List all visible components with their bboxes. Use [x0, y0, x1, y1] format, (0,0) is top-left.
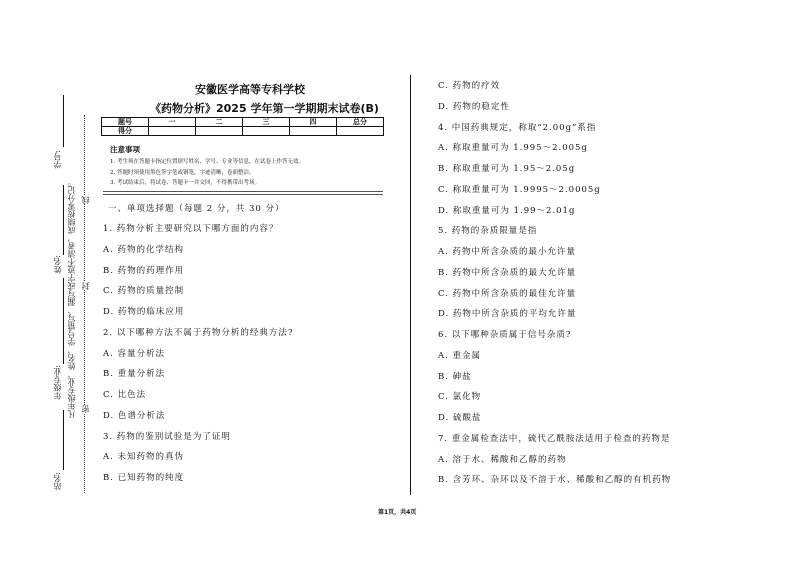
answer-option: B. 砷盐 [438, 371, 472, 382]
answer-option: B. 药物中所含杂质的最大允许量 [438, 267, 577, 278]
answer-option: A. 容量分析法 [103, 348, 166, 359]
score-cell[interactable] [337, 127, 384, 136]
score-header: 题号 [102, 118, 149, 127]
score-cell[interactable] [149, 127, 196, 136]
score-cell[interactable] [290, 127, 337, 136]
question-stem: 1. 药物分析主要研究以下哪方面的内容？ [103, 224, 279, 234]
column-divider [410, 75, 411, 495]
score-row-label: 得分 [102, 127, 149, 136]
answer-option: C. 称取重量可为 1.9995～2.0005g [438, 184, 601, 195]
field-underline [63, 410, 64, 470]
answer-option: C. 药物的质量控制 [103, 286, 185, 297]
answer-option: D. 药物的临床应用 [103, 307, 185, 317]
answer-option: D. 硫酸盐 [438, 413, 482, 423]
answer-option: B. 已知药物的纯度 [103, 473, 185, 483]
question-stem: 4. 中国药典规定，称取“2.00g”系指 [438, 122, 597, 133]
seal-char: 线 [81, 196, 90, 204]
answer-option: D. 药物中所含杂质的平均允许量 [438, 309, 577, 320]
right-column [438, 80, 671, 495]
field-underline [63, 185, 64, 255]
page-footer: 第1页，共4页 [378, 509, 417, 516]
answer-option: A. 药物的化学结构 [103, 244, 185, 255]
note-item: 3. 考试结束后，将试卷、答题卡一并交回，不得携带出考场。 [110, 180, 260, 186]
binding-warning: 凡年级专业、姓名、学号错写、漏写或字迹不清者，成绩按零分记。 [67, 178, 76, 418]
field-underline [63, 95, 64, 147]
score-table [101, 117, 384, 136]
answer-option: D. 称取重量可为 1.99～2.01g [438, 205, 576, 216]
field-label-student-id: 学号: [53, 150, 62, 169]
question-stem: 7. 重金属检查法中，硫代乙酰胺法适用于检查的药物是 [438, 433, 671, 444]
question-stem: 3. 药物的鉴别试验是为了证明 [103, 431, 231, 442]
answer-option: B. 称取重量可为 1.95～2.05g [438, 164, 576, 174]
answer-option: C. 药物中所含杂质的最佳允许量 [438, 288, 577, 299]
note-item: 1. 考生须在答题卡指定位置填写姓名、学号、专业等信息，在试卷上作答无效。 [110, 159, 304, 165]
left-column [103, 223, 293, 493]
field-label-name: 姓名: [53, 255, 62, 274]
score-cell[interactable] [243, 127, 290, 136]
answer-option: B. 重量分析法 [103, 369, 166, 380]
answer-option: D. 药物的稳定性 [438, 101, 510, 112]
field-label-major: 年级专业: [53, 365, 62, 400]
section-heading: 一、单项选择题（每题 2 分，共 30 分） [108, 204, 285, 214]
answer-option: C. 氯化物 [438, 392, 482, 403]
score-header: 总分 [337, 118, 384, 127]
seal-dotted-line [84, 115, 85, 493]
field-label-station: 站名: [53, 472, 62, 491]
answer-option: A. 未知药物的真伪 [103, 452, 185, 463]
exam-title: 《药物分析》2025 学年第一学期期末试卷(B) [150, 102, 379, 115]
score-header: 二 [196, 118, 243, 127]
answer-option: A. 溶于水、稀酸和乙醇的药物 [438, 454, 567, 465]
question-stem: 6. 以下哪种杂质属于信号杂质? [438, 330, 572, 340]
answer-option: B. 药物的药理作用 [103, 265, 185, 276]
answer-option: D. 色谱分析法 [103, 410, 166, 421]
notes-title: 注意事项 [110, 145, 140, 154]
score-header: 一 [149, 118, 196, 127]
answer-option: C. 比色法 [103, 390, 147, 400]
seal-char: 密 [81, 405, 90, 413]
note-item: 2. 答题时须使用黑色签字笔或钢笔，字迹清晰，卷面整洁。 [110, 170, 255, 176]
school-name: 安徽医学高等专科学校 [195, 83, 305, 96]
answer-option: A. 称取重量可为 1.995～2.005g [438, 143, 588, 154]
score-header: 四 [290, 118, 337, 127]
answer-option: A. 重金属 [438, 350, 482, 361]
answer-option: C. 药物的疗效 [438, 81, 501, 91]
question-stem: 2. 以下哪种方法不属于药物分析的经典方法? [103, 327, 294, 338]
double-divider [103, 191, 383, 195]
score-cell[interactable] [196, 127, 243, 136]
field-underline [63, 278, 64, 364]
answer-option: A. 药物中所含杂质的最小允许量 [438, 247, 577, 257]
score-header: 三 [243, 118, 290, 127]
answer-option: B. 含芳环、杂环以及不溶于水、稀酸和乙醇的有机药物 [438, 475, 672, 486]
question-stem: 5. 药物的杂质限量是指 [438, 226, 538, 237]
seal-char: 封 [81, 282, 90, 290]
